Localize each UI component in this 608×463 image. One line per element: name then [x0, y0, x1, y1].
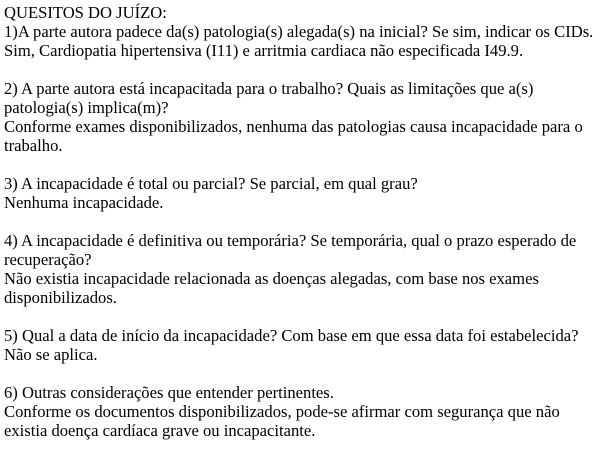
- question-block-3: [4, 174, 604, 212]
- document-heading: QUESITOS DO JUÍZO:: [4, 3, 167, 22]
- question-block-1: [4, 3, 604, 60]
- answer-5-text: Não se aplica.: [4, 345, 98, 364]
- answer-6-text: Conforme os documentos disponibilizados, pode-se afirmar com segurança que não existia doença cardíaca grave ou incapacitante.: [4, 402, 560, 440]
- answer-3-text: Nenhuma incapacidade.: [4, 193, 164, 212]
- question-3-text: 3) A incapacidade é total ou parcial? Se parcial, em qual grau?: [4, 174, 418, 193]
- question-5-text: 5) Qual a data de início da incapacidade? Com base em que essa data foi estabelecida?: [4, 326, 579, 345]
- answer-2-text: Conforme exames disponibilizados, nenhuma das patologias causa incapacidade para o trabalho.: [4, 117, 583, 155]
- document-body: [4, 3, 604, 459]
- question-6-text: 6) Outras considerações que entender pertinentes.: [4, 383, 334, 402]
- answer-1-text: Sim, Cardiopatia hipertensiva (I11) e arritmia cardiaca não especificada I49.9.: [4, 41, 524, 60]
- question-block-5: [4, 326, 604, 364]
- question-block-4: [4, 231, 604, 307]
- question-block-2: [4, 79, 604, 155]
- question-4-text: 4) A incapacidade é definitiva ou temporária? Se temporária, qual o prazo esperado de recuperação?: [4, 231, 577, 269]
- answer-4-text: Não existia incapacidade relacionada as doenças alegadas, com base nos exames disponibilizados.: [4, 269, 539, 307]
- question-2-text: 2) A parte autora está incapacitada para o trabalho? Quais as limitações que a(s) patologia(s) implica(m)?: [4, 79, 534, 117]
- question-1-text: 1)A parte autora padece da(s) patologia(s) alegada(s) na inicial? Se sim, indicar os CIDs.: [4, 22, 594, 41]
- question-block-6: [4, 383, 604, 440]
